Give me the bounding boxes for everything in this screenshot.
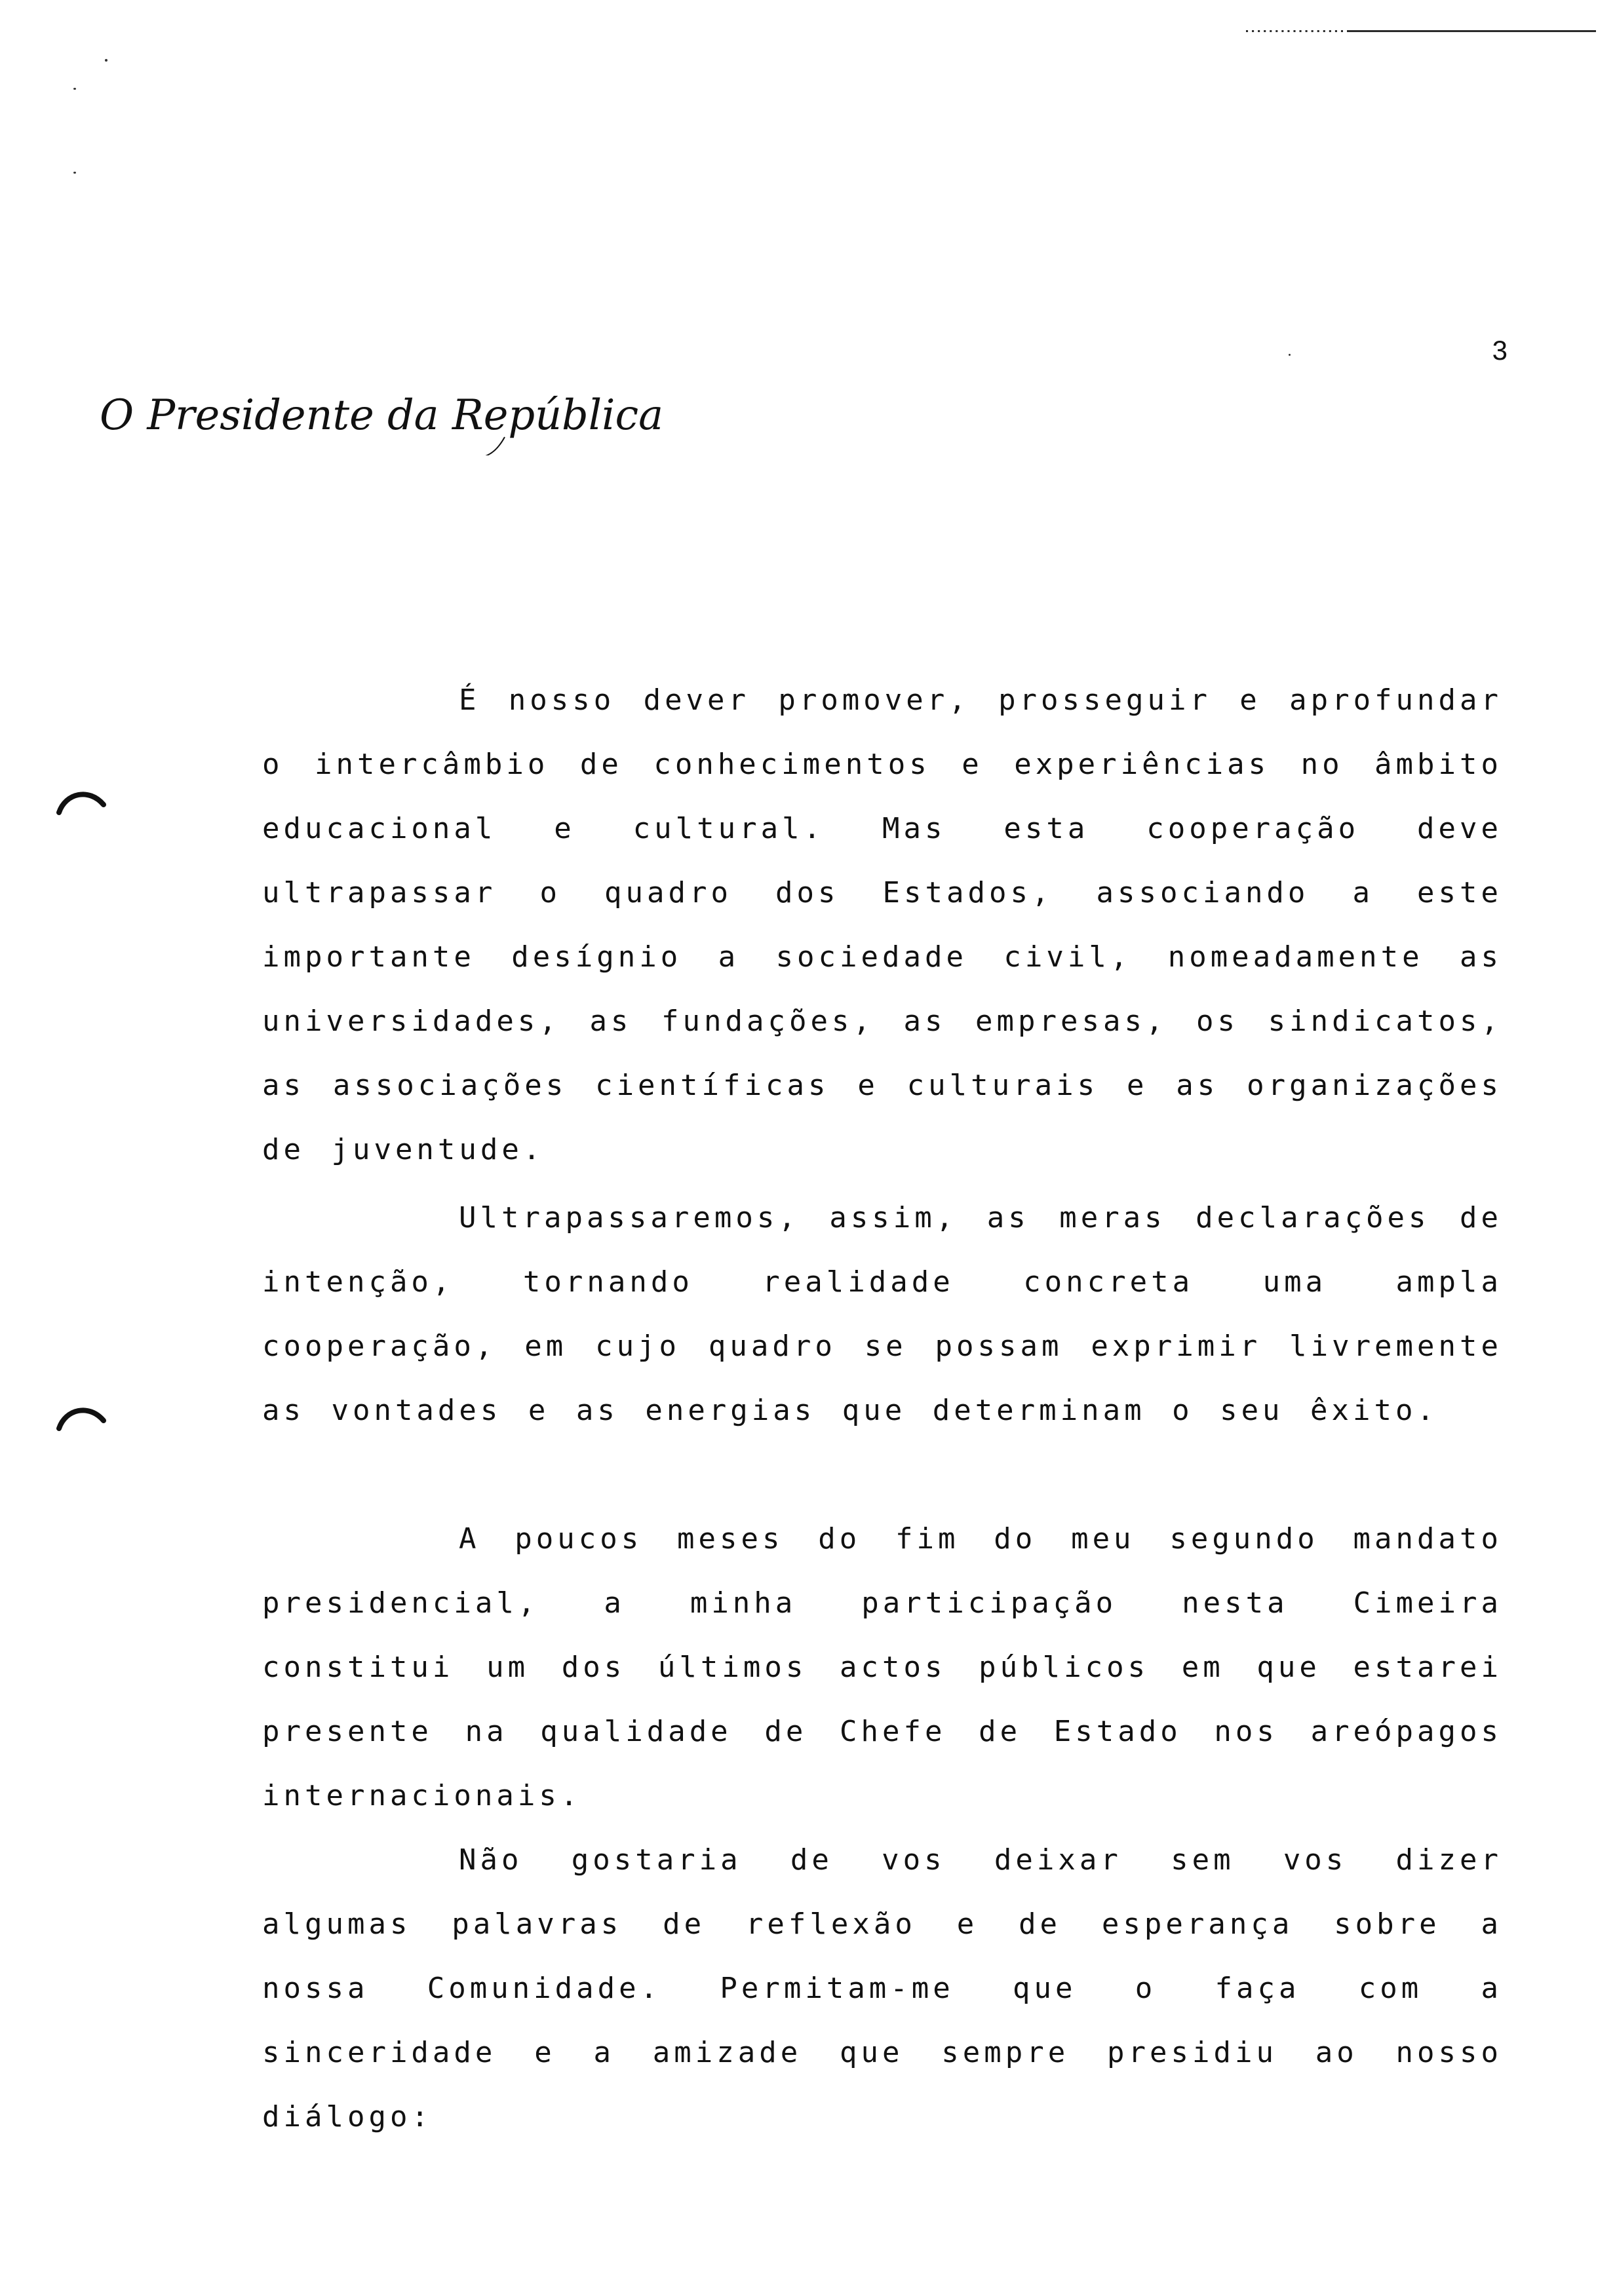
scan-speck <box>73 172 76 174</box>
scan-speck <box>105 59 107 62</box>
scan-speck <box>1289 354 1291 356</box>
letterhead-script <box>98 383 688 455</box>
top-edge-rule-gap <box>1242 30 1347 32</box>
paragraph-4: Não gostaria de vos deixar sem vos dizer algumas palavras de reflexão e de esperança sobre a nossa Comunidade. Permitam-me que o faça com a sinceridade e a amizade que sempre presidiu ao nosso diálogo: <box>262 1843 1502 2133</box>
scan-speck <box>73 88 76 90</box>
page-number: 3 <box>1492 335 1508 366</box>
punch-hole-mark <box>55 1402 107 1431</box>
letterhead-text: O Presidente da República <box>100 391 663 440</box>
paragraph-2: Ultrapassaremos, assim, as meras declarações de intenção, tornando realidade concreta uma ampla cooperação, em cujo quadro se possam exprimir livremente as vontades e as energias que determinam o seu êxito. <box>262 1201 1502 1427</box>
punch-hole-mark <box>55 786 107 815</box>
paragraph-1: É nosso dever promover, prosseguir e aprofundar o intercâmbio de conhecimentos e experiências no âmbito educacional e cultural. Mas esta cooperação deve ultrapassar o quadro dos Estados, associando a este importante desígnio a sociedade civil, nomeadamente as universidades, as fundações, as empresas, os sindicatos, as associações científicas e culturais e as organizações de juventude. <box>262 683 1502 1166</box>
paragraph-3: A poucos meses do fim do meu segundo mandato presidencial, a minha participação nesta Cimeira constitui um dos últimos actos públicos em que estarei presente na qualidade de Chefe de Estado nos areópagos internacionais. <box>262 1522 1502 1812</box>
